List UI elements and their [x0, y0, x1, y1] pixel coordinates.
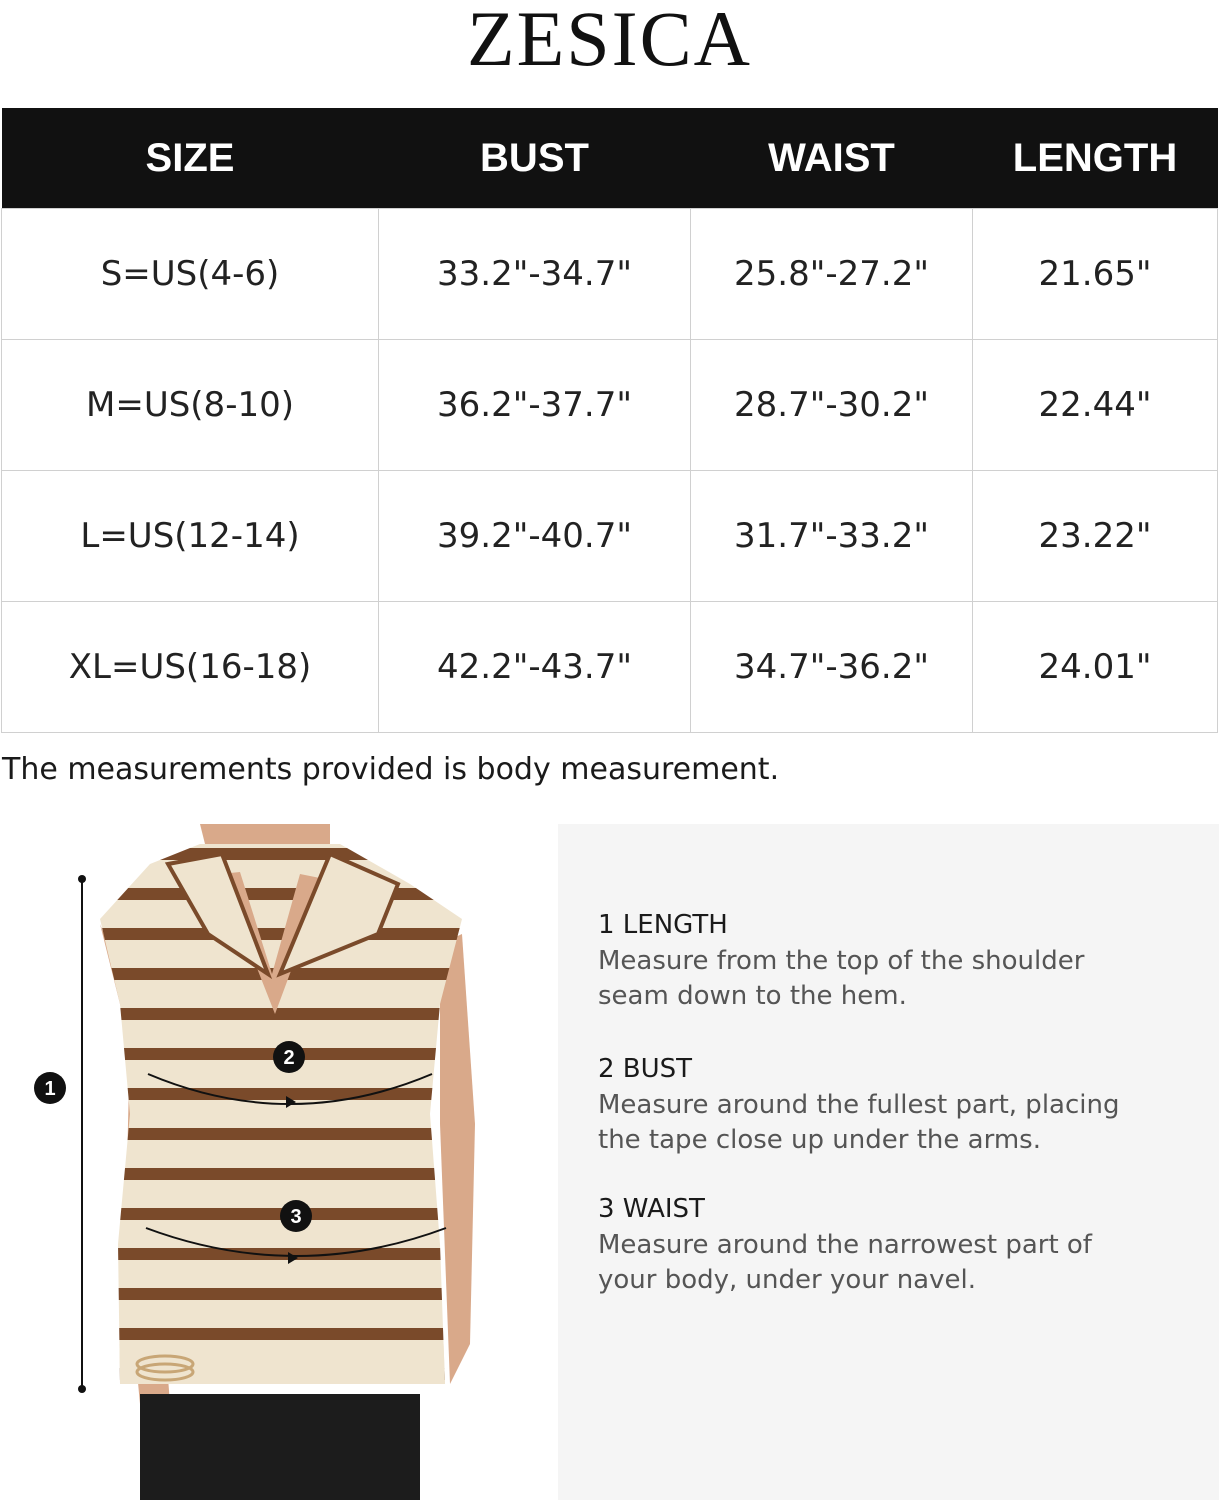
cell-waist: 34.7"-36.2"	[691, 602, 973, 733]
guide-item-waist	[598, 1194, 1198, 1298]
cell-bust: 36.2"-37.7"	[379, 340, 691, 471]
brand-logo: ZESICA	[467, 0, 752, 82]
cell-length: 23.22"	[973, 471, 1218, 602]
svg-text:1: 1	[44, 1078, 56, 1100]
cell-size: S=US(4-6)	[2, 209, 379, 340]
cell-bust: 42.2"-43.7"	[379, 602, 691, 733]
table-row	[2, 209, 1218, 340]
guide-description: your body, under your navel.	[598, 1265, 976, 1295]
vest-svg	[0, 824, 540, 1500]
guide-title: 1 LENGTH	[598, 910, 728, 940]
guide-description: Measure from the top of the shoulder	[598, 946, 1085, 976]
cell-length: 22.44"	[973, 340, 1218, 471]
header-length: LENGTH	[973, 108, 1218, 209]
length-guide-end	[78, 1385, 86, 1393]
cell-bust: 39.2"-40.7"	[379, 471, 691, 602]
guide-title: 2 BUST	[598, 1054, 693, 1084]
svg-text:3: 3	[290, 1206, 302, 1228]
header-waist: WAIST	[691, 108, 973, 209]
guide-title: 3 WAIST	[598, 1194, 705, 1224]
pants	[140, 1394, 420, 1500]
table-header-row	[2, 108, 1218, 209]
cell-bust: 33.2"-34.7"	[379, 209, 691, 340]
cell-length: 21.65"	[973, 209, 1218, 340]
header-size: SIZE	[2, 108, 379, 209]
cell-size: L=US(12-14)	[2, 471, 379, 602]
table-row	[2, 602, 1218, 733]
table-row	[2, 340, 1218, 471]
guide-item-bust	[598, 1054, 1198, 1158]
table-row	[2, 471, 1218, 602]
marker-length	[34, 1072, 66, 1104]
right-arm	[440, 934, 475, 1384]
guide-description: Measure around the fullest part, placing	[598, 1090, 1120, 1120]
guide-description: the tape close up under the arms.	[598, 1125, 1041, 1155]
guide-description: Measure around the narrowest part of	[598, 1230, 1092, 1260]
svg-text:2: 2	[283, 1047, 295, 1069]
marker-bust	[273, 1041, 305, 1073]
cell-waist: 28.7"-30.2"	[691, 340, 973, 471]
guide-item-length	[598, 910, 1198, 1014]
size-chart-table	[1, 108, 1218, 733]
measurement-note: The measurements provided is body measurement.	[2, 752, 780, 787]
marker-waist	[280, 1200, 312, 1232]
header-bust: BUST	[379, 108, 691, 209]
guide-description: seam down to the hem.	[598, 981, 907, 1011]
garment-illustration	[0, 824, 540, 1500]
cell-waist: 25.8"-27.2"	[691, 209, 973, 340]
cell-size: XL=US(16-18)	[2, 602, 379, 733]
cell-size: M=US(8-10)	[2, 340, 379, 471]
measurement-guide-panel	[558, 824, 1219, 1500]
length-guide-end	[78, 875, 86, 883]
vest-body	[90, 824, 470, 1424]
cell-length: 24.01"	[973, 602, 1218, 733]
cell-waist: 31.7"-33.2"	[691, 471, 973, 602]
